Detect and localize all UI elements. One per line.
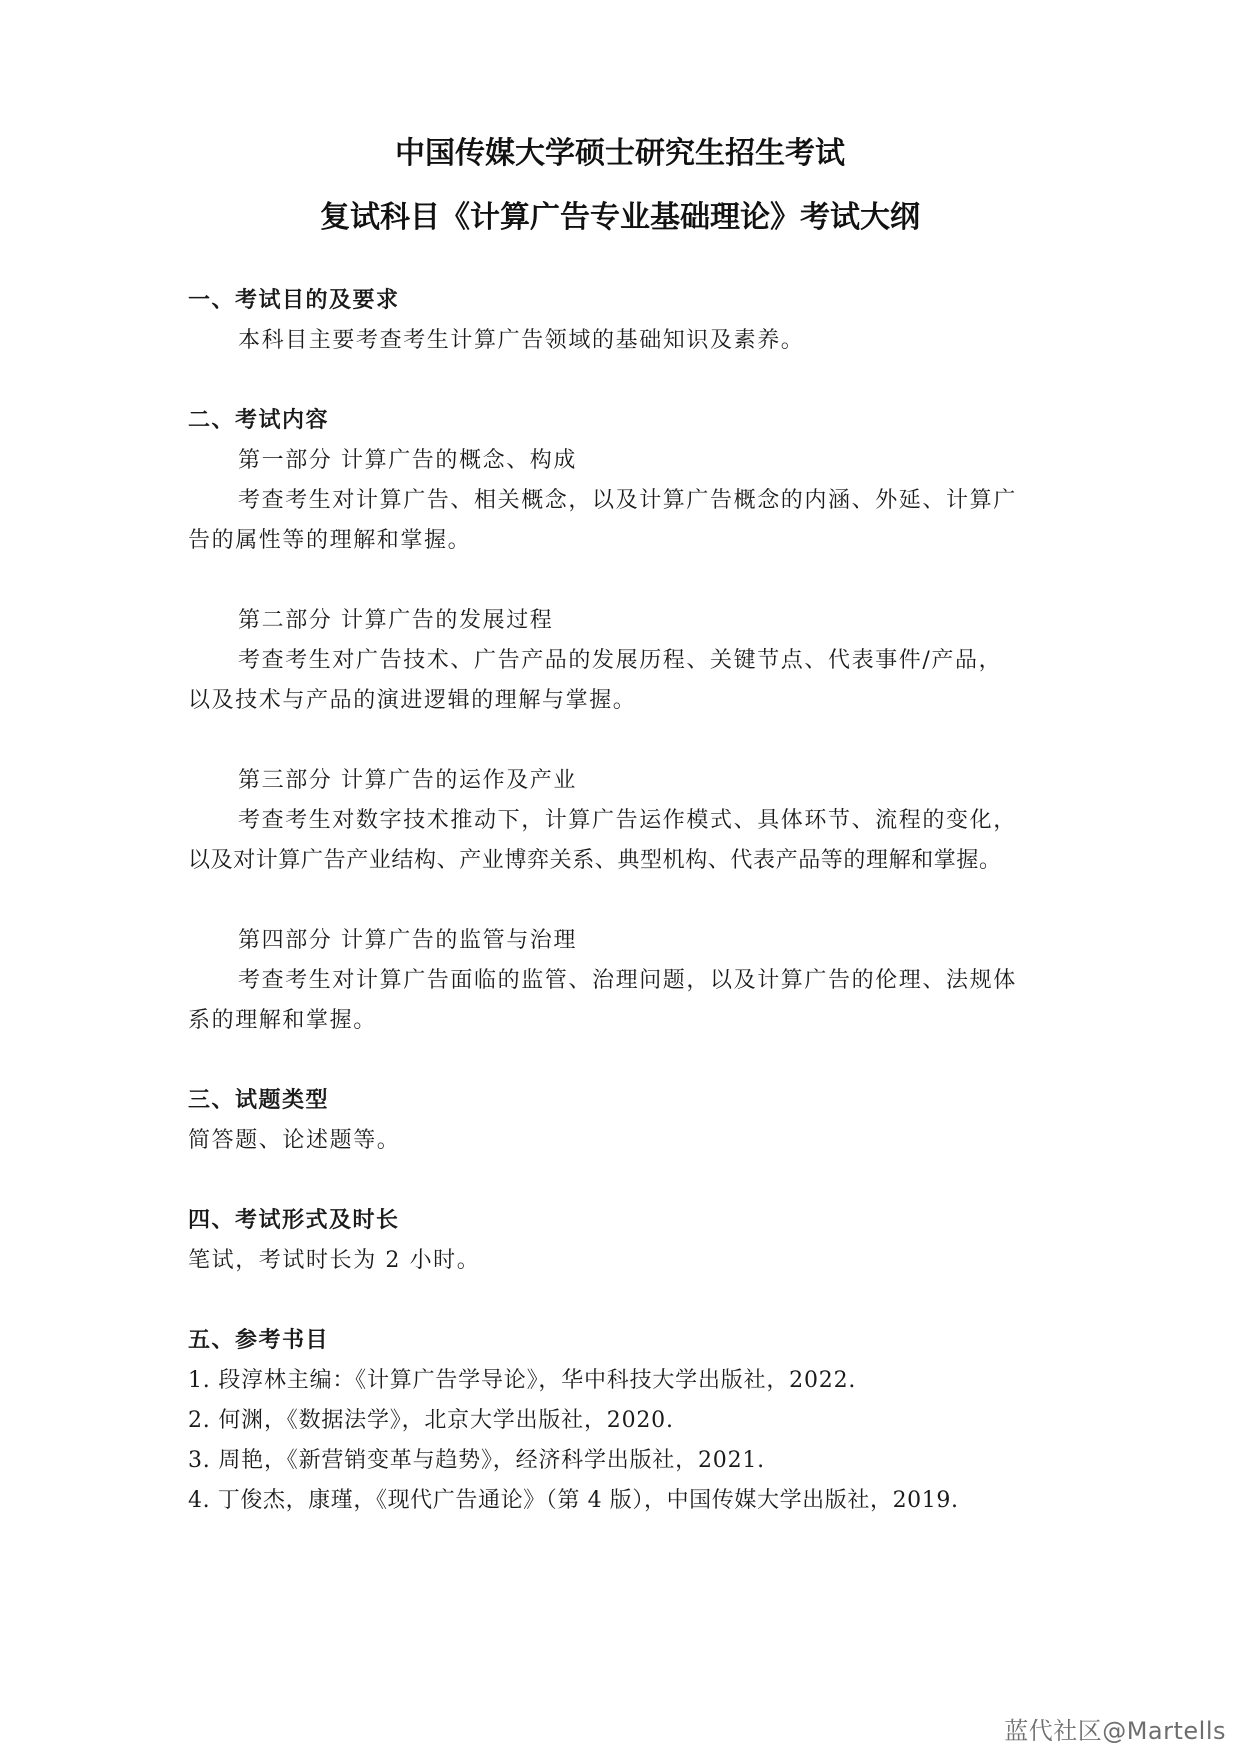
- section-text-exam-format: 笔试，考试时长为 2 小时。: [188, 1248, 481, 1273]
- part-title: 第三部分 计算广告的运作及产业: [238, 768, 577, 793]
- part-text-line: 系的理解和掌握。: [188, 1008, 377, 1033]
- reference-item: 2. 何渊，《数据法学》，北京大学出版社，2020.: [188, 1408, 674, 1433]
- part-text-line: 考查考生对计算广告、相关概念，以及计算广告概念的内涵、外延、计算广: [238, 488, 1017, 513]
- section-heading-exam-format: 四、考试形式及时长: [188, 1208, 400, 1233]
- section-heading-references: 五、参考书目: [188, 1328, 330, 1353]
- part-text-line: 考查考生对广告技术、广告产品的发展历程、关键节点、代表事件/产品，: [238, 648, 1003, 673]
- part-text-line: 考查考生对数字技术推动下，计算广告运作模式、具体环节、流程的变化，: [238, 808, 1017, 833]
- reference-item: 3. 周艳，《新营销变革与趋势》，经济科学出版社，2021.: [188, 1448, 765, 1473]
- part-title: 第一部分 计算广告的概念、构成: [238, 448, 577, 473]
- section-text-purpose: 本科目主要考查考生计算广告领域的基础知识及素养。: [238, 328, 805, 353]
- section-text-question-types: 简答题、论述题等。: [188, 1128, 401, 1153]
- reference-item: 4. 丁俊杰，康瑾，《现代广告通论》（第 4 版），中国传媒大学出版社，2019.: [188, 1488, 959, 1513]
- document-title-line2: 复试科目《计算广告专业基础理论》考试大纲: [320, 200, 920, 235]
- part-text-line: 以及技术与产品的演进逻辑的理解与掌握。: [188, 688, 637, 713]
- part-title: 第四部分 计算广告的监管与治理: [238, 928, 577, 953]
- part-text-line: 以及对计算广告产业结构、产业博弈关系、典型机构、代表产品等的理解和掌握。: [188, 848, 1002, 873]
- section-heading-question-types: 三、试题类型: [188, 1088, 330, 1113]
- watermark: 蓝代社区@Martells: [1004, 1717, 1226, 1745]
- section-heading-content: 二、考试内容: [188, 408, 330, 433]
- section-heading-purpose: 一、考试目的及要求: [188, 288, 400, 313]
- part-text-line: 告的属性等的理解和掌握。: [188, 528, 472, 553]
- part-text-line: 考查考生对计算广告面临的监管、治理问题，以及计算广告的伦理、法规体: [238, 968, 1017, 993]
- document-title-line1: 中国传媒大学硕士研究生招生考试: [395, 136, 845, 171]
- part-title: 第二部分 计算广告的发展过程: [238, 608, 554, 633]
- reference-item: 1. 段淳林主编：《计算广告学导论》，华中科技大学出版社，2022.: [188, 1368, 857, 1393]
